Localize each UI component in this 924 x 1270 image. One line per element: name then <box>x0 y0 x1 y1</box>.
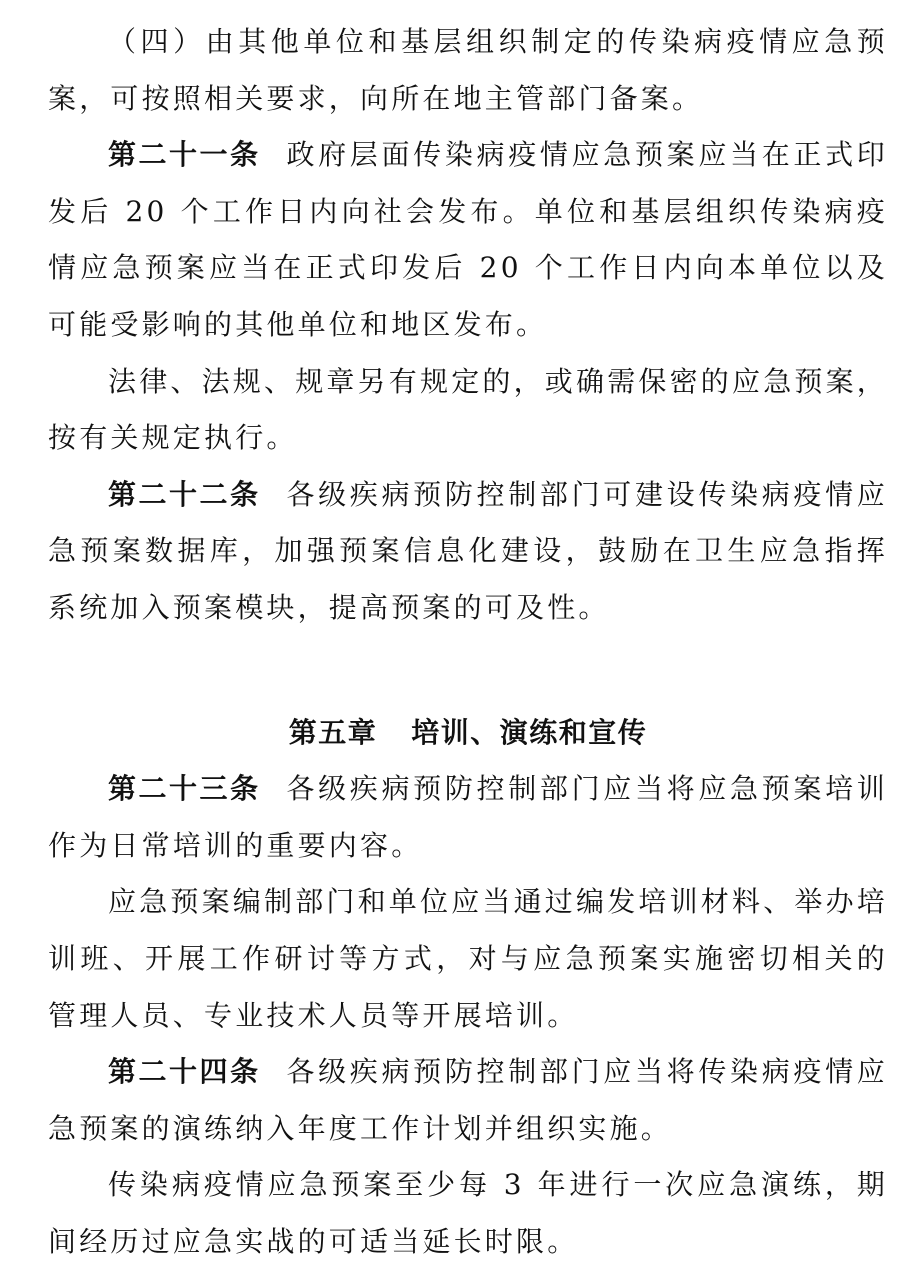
article-22 <box>48 467 888 637</box>
paragraph-text: 应急预案编制部门和单位应当通过编发培训材料、举办培训班、开展工作研讨等方式，对与应急预案实施密切相关的管理人员、专业技术人员等开展培训。 <box>48 885 889 1032</box>
paragraph-item-4 <box>48 14 888 127</box>
article-22-label: 第二十二条 <box>108 477 261 511</box>
document-page <box>48 14 888 1270</box>
chapter-heading <box>48 705 888 762</box>
article-21-text: 政府层面传染病疫情应急预案应当在正式印发后 20 个工作日内向社会发布。单位和基层组织传染病疫情应急预案应当在正式印发后 20 个工作日内向本单位以及可能受影响的其他单位和地区发布。 <box>48 138 888 341</box>
paragraph-law-provision <box>48 354 888 467</box>
paragraph-drill <box>48 1157 888 1270</box>
article-24-label: 第二十四条 <box>108 1055 261 1089</box>
article-23-label: 第二十三条 <box>108 772 261 806</box>
chapter-title: 培训、演练和宣传 <box>411 715 648 749</box>
paragraph-text: 法律、法规、规章另有规定的，或确需保密的应急预案，按有关规定执行。 <box>48 364 889 455</box>
article-23 <box>48 761 888 874</box>
article-21-label: 第二十一条 <box>108 138 261 172</box>
article-23-text: 各级疾病预防控制部门应当将应急预案培训作为日常培训的重要内容。 <box>48 772 888 862</box>
paragraph-training <box>48 874 888 1044</box>
chapter-number: 第五章 <box>288 715 378 749</box>
article-22-text: 各级疾病预防控制部门可建设传染病疫情应急预案数据库，加强预案信息化建设，鼓励在卫生应急指挥系统加入预案模块，提高预案的可及性。 <box>48 477 888 624</box>
article-24-text: 各级疾病预防控制部门应当将传染病疫情应急预案的演练纳入年度工作计划并组织实施。 <box>48 1055 888 1145</box>
paragraph-text: （四）由其他单位和基层组织制定的传染病疫情应急预案，可按照相关要求，向所在地主管部门备案。 <box>48 25 888 115</box>
article-24 <box>48 1044 888 1157</box>
article-21 <box>48 127 888 353</box>
paragraph-text: 传染病疫情应急预案至少每 3 年进行一次应急演练，期间经历过应急实战的可适当延长时限。 <box>48 1168 888 1258</box>
